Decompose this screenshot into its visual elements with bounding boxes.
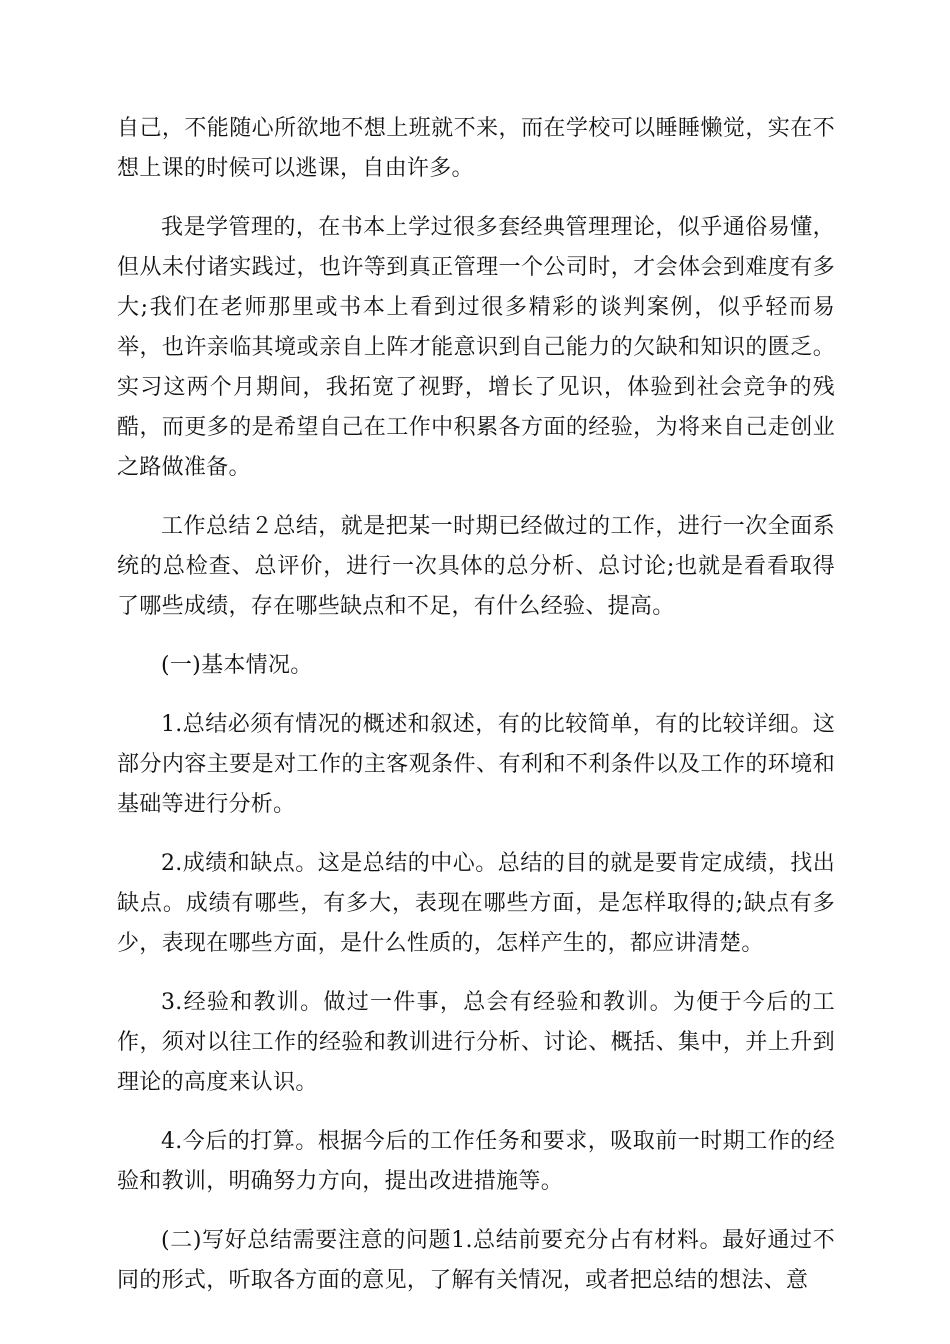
paragraph-4: (一)基本情况。 — [161, 653, 313, 678]
paragraph-6: 2.成绩和缺点。这是总结的中心。总结的目的就是要肯定成绩，找出缺点。成绩有哪些，有多大，表现在哪些方面，是怎样取得的;缺点有多少，表现在哪些方面，是什么性质的，怎样产生的，都应讲清楚。 — [117, 851, 835, 956]
paragraph-1: 自己，不能随心所欲地不想上班就不来，而在学校可以睡睡懒觉，实在不想上课的时候可以逃课，自由许多。 — [117, 116, 835, 181]
paragraph-2: 我是学管理的，在书本上学过很多套经典管理理论，似乎通俗易懂，但从未付诸实践过，也许等到真正管理一个公司时，才会体会到难度有多大;我们在老师那里或书本上看到过很多精彩的谈判案例，似乎轻而易举，也许亲临其境或亲自上阵才能意识到自己能力的欠缺和知识的匮乏。实习这两个月期间，我拓宽了视野，增长了见识，体验到社会竞争的残酷，而更多的是希望自己在工作中积累各方面的经验，为将来自己走创业之路做准备。 — [117, 215, 835, 480]
document-body — [117, 109, 835, 1320]
paragraph-3: 工作总结２总结，就是把某一时期已经做过的工作，进行一次全面系统的总检查、总评价，进行一次具体的总分析、总讨论;也就是看看取得了哪些成绩，存在哪些缺点和不足，有什么经验、提高。 — [117, 514, 835, 619]
paragraph-8: 4.今后的打算。根据今后的工作任务和要求，吸取前一时期工作的经验和教训，明确努力方向，提出改进措施等。 — [117, 1129, 835, 1194]
paragraph-5: 1.总结必须有情况的概述和叙述，有的比较简单，有的比较详细。这部分内容主要是对工作的主客观条件、有利和不利条件以及工作的环境和基础等进行分析。 — [117, 712, 835, 817]
paragraph-9: (二)写好总结需要注意的问题1.总结前要充分占有材料。最好通过不同的形式，听取各方面的意见，了解有关情况，或者把总结的想法、意 — [117, 1228, 835, 1293]
paragraph-7: 3.经验和教训。做过一件事，总会有经验和教训。为便于今后的工作，须对以往工作的经验和教训进行分析、讨论、概括、集中，并上升到理论的高度来认识。 — [117, 990, 835, 1095]
